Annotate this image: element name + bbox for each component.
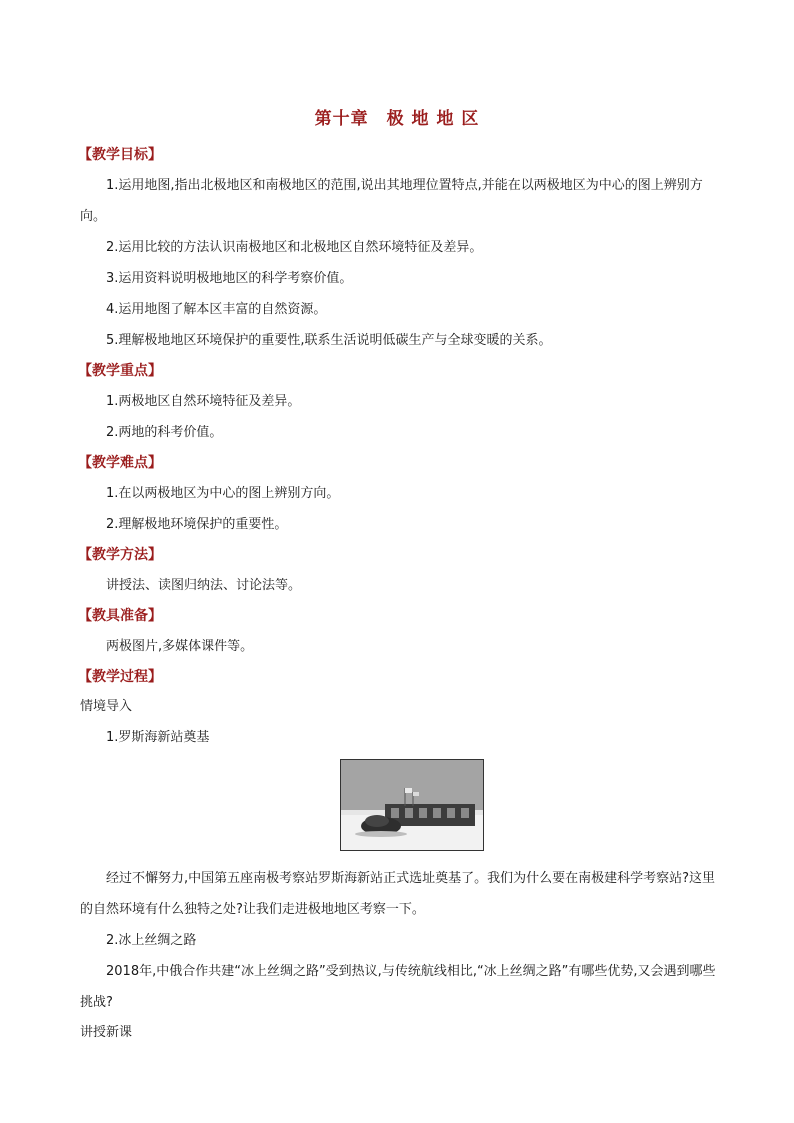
document-content: [80, 140, 720, 1048]
process-heading: 【教学过程】: [78, 669, 162, 685]
intro-label: 情境导入: [80, 699, 133, 714]
goal-item: 3.运用资料说明极地地区的科学考察价值。: [106, 271, 353, 286]
difficulty-item: 1.在以两极地区为中心的图上辨别方向。: [106, 486, 340, 501]
process-item-1: 1.罗斯海新站奠基: [106, 730, 210, 745]
chapter-title: 第十章 极 地 地 区: [314, 109, 480, 129]
process-item-2: 2.冰上丝绸之路: [106, 933, 197, 948]
photo-container: [80, 759, 720, 859]
tools-heading: 【教具准备】: [78, 608, 162, 624]
key-point-item: 2.两地的科考价值。: [106, 425, 223, 440]
process-para-2: 2018年,中俄合作共建“冰上丝绸之路”受到热议,与传统航线相比,“冰上丝绸之路”有哪些优势,又会遇到哪些挑战?: [80, 964, 716, 1010]
methods-heading: 【教学方法】: [78, 547, 162, 563]
goal-item: 1.运用地图,指出北极地区和南极地区的范围,说出其地理位置特点,并能在以两极地区为中心的图上辨别方向。: [80, 178, 703, 224]
new-lesson-label: 讲授新课: [80, 1025, 133, 1040]
key-points-heading: 【教学重点】: [78, 363, 162, 379]
goals-heading: 【教学目标】: [78, 147, 162, 163]
key-point-item: 1.两极地区自然环境特征及差异。: [106, 394, 301, 409]
ross-sea-station-photo: [340, 759, 484, 851]
process-para-1: 经过不懈努力,中国第五座南极考察站罗斯海新站正式选址奠基了。我们为什么要在南极建科学考察站?这里的自然环境有什么独特之处?让我们走进极地地区考察一下。: [80, 871, 716, 917]
goal-item: 5.理解极地地区环境保护的重要性,联系生活说明低碳生产与全球变暖的关系。: [106, 333, 552, 348]
goal-item: 2.运用比较的方法认识南极地区和北极地区自然环境特征及差异。: [106, 240, 483, 255]
goal-item: 4.运用地图了解本区丰富的自然资源。: [106, 302, 327, 317]
tools-text: 两极图片,多媒体课件等。: [106, 639, 254, 654]
difficulties-heading: 【教学难点】: [78, 455, 162, 471]
difficulty-item: 2.理解极地环境保护的重要性。: [106, 517, 288, 532]
station-image: [341, 760, 483, 850]
methods-text: 讲授法、读图归纳法、讨论法等。: [106, 578, 302, 593]
